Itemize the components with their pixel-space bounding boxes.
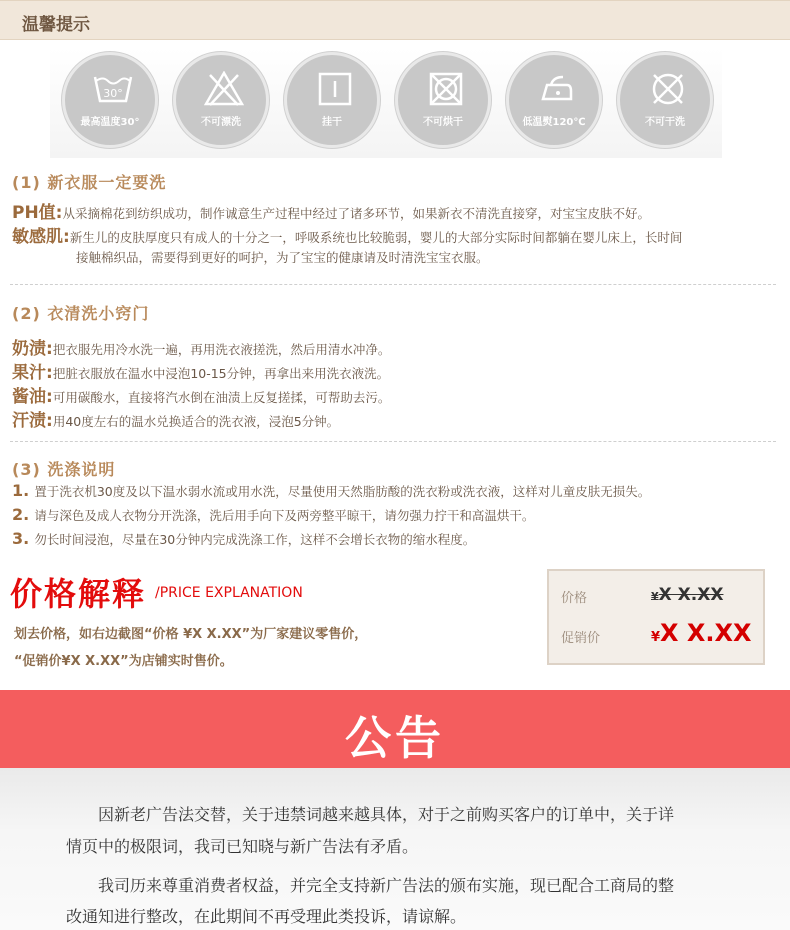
no-dry-clean-icon [617,52,713,148]
svg-text:30°: 30° [103,87,123,100]
row-value: 用40度左右的温水兑换适合的洗衣液，浸泡5分钟。 [52,414,340,429]
section1-title: (1) 新衣服一定要洗 [12,173,167,192]
header-title: 温馨提示 [22,15,90,35]
hang-dry-icon [284,52,380,148]
price-subtitle: /PRICE EXPLANATION [155,585,303,601]
wash-number: 2. [12,505,30,524]
section1-row [12,198,650,223]
wash-instruction [12,529,475,548]
sale-currency: ¥ [651,630,661,645]
notice-para2-line2: 改通知进行整改，在此期间不再受理此类投诉，请谅解。 [66,907,467,926]
wash-text: 勿长时间浸泡，尽量在30分钟内完成洗涤工作，这样不会增长衣物的缩水程度。 [34,532,476,547]
care-label-max-temp: 最高温度30° [80,117,140,128]
divider [10,441,776,442]
divider [10,284,776,285]
wash-number: 1. [12,481,30,500]
price-example-box [547,569,765,665]
row-key: 汗渍: [12,411,53,431]
care-label-no-dry-clean: 不可干洗 [645,117,685,128]
row-value: 从采摘棉花到纺织成功，制作诚意生产过程中经过了诸多环节，如果新衣不清洗直接穿，对宝宝皮肤不好。 [62,206,651,221]
low-iron-icon [506,52,602,148]
wash-number: 3. [12,529,30,548]
section3-title: (3) 洗涤说明 [12,460,116,479]
price-desc-line2: “促销价¥X X.XX”为店铺实时售价。 [14,654,233,669]
row-key: 奶渍: [12,339,53,359]
section2-row [12,406,339,431]
section1-row [12,222,682,247]
row-value: 把衣服先用冷水洗一遍，再用洗衣液搓洗，然后用清水冲净。 [52,342,391,357]
orig-price [651,585,723,605]
section2-title: (2) 衣清洗小窍门 [12,304,150,323]
row-value: 把脏衣服放在温水中浸泡10-15分钟，再拿出来用洗衣液洗。 [52,366,390,381]
notice-banner [0,690,790,768]
max-temp-30-icon [62,52,158,148]
sale-price [651,619,752,647]
row-key: 果汁: [12,363,53,383]
sale-price-value: X X.XX [660,619,752,647]
row-value: 新生儿的皮肤厚度只有成人的十分之一，呼吸系统也比较脆弱，婴儿的大部分实际时间都躺在婴儿床上，长时间 [69,230,683,245]
section2-row [12,382,390,407]
price-title: 价格解释 [10,575,147,613]
section2-row [12,358,389,383]
wash-instruction [12,505,534,524]
wash-text: 置于洗衣机30度及以下温水弱水流或用水洗，尽量使用天然脂肪酸的洗衣粉或洗衣液，这样对儿童皮肤无损失。 [34,484,651,499]
wash-text: 请与深色及成人衣物分开洗涤，洗后用手向下及两旁整平晾干，请勿强力拧干和高温烘干。 [34,508,535,523]
care-label-no-bleach: 不可漂洗 [201,117,241,128]
price-desc-line1: 划去价格，如右边截图“价格 ¥X X.XX”为厂家建议零售价， [14,627,368,642]
care-label-low-iron: 低温熨120℃ [522,117,586,128]
header-bar [0,0,790,40]
notice-para1-line2: 情页中的极限词，我司已知晓与新广告法有矛盾。 [66,837,419,856]
orig-price-value: X X.XX [658,585,724,605]
no-bleach-icon [173,52,269,148]
orig-price-label: 价格 [561,591,588,606]
notice-para1-line1: 因新老广告法交替，关于违禁词越来越具体，对于之前购买客户的订单中，关于详 [98,805,675,824]
notice-title: 公告 [345,711,445,765]
sale-price-label: 促销价 [561,631,601,646]
care-label-hang-dry: 挂干 [322,117,342,128]
section1-continuation: 接触棉织品，需要得到更好的呵护，为了宝宝的健康请及时清洗宝宝衣服。 [76,250,489,265]
orig-currency: ¥ [651,590,659,603]
notice-para2-line1: 我司历来尊重消费者权益，并完全支持新广告法的颁布实施，现已配合工商局的整 [98,876,675,895]
row-key: PH值: [12,203,63,223]
row-value: 可用碳酸水，直接将汽水倒在油渍上反复搓揉，可帮助去污。 [52,390,391,405]
row-key: 敏感肌: [12,227,70,247]
care-label-no-tumble-dry: 不可烘干 [423,117,463,128]
no-tumble-dry-icon [395,52,491,148]
section2-row [12,334,390,359]
wash-instruction [12,481,650,500]
row-key: 酱油: [12,387,53,407]
